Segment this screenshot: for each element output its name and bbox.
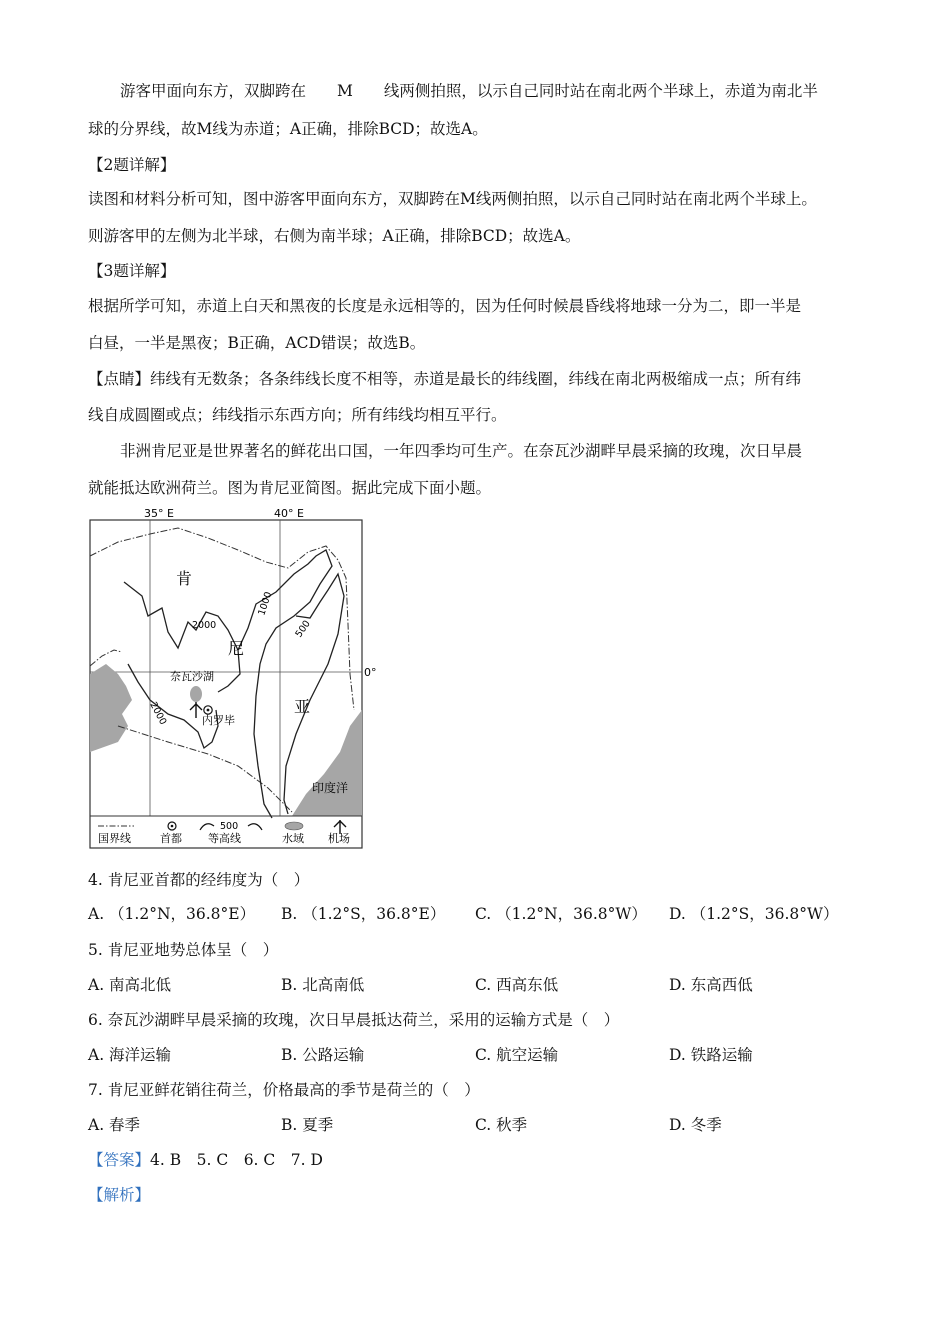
question-5-option-a: A. 南高北低	[88, 976, 172, 994]
contour-label-1000: 1000	[256, 590, 275, 617]
answer-line	[88, 1149, 323, 1171]
intro-line: 非洲肯尼亚是世界著名的鲜花出口国，一年四季均可生产。在奈瓦沙湖畔早晨采摘的玫瑰，次日早晨	[120, 442, 803, 460]
legend-contour-value: 500	[220, 821, 239, 832]
legend-border-label: 国界线	[98, 832, 131, 845]
lake-naivasha-water	[190, 686, 202, 702]
contour-label-2000-lower: 2000	[147, 700, 169, 727]
question-7-option-b: B. 夏季	[281, 1116, 334, 1134]
section-heading: 【2题详解】	[88, 156, 176, 174]
contour-label-500: 500	[293, 618, 313, 640]
question-6-option-c: C. 航空运输	[475, 1046, 559, 1064]
analysis-label: 【解析】	[88, 1186, 151, 1204]
question-5-option-b: B. 北高南低	[281, 976, 365, 994]
legend-water-symbol	[285, 822, 303, 830]
question-5-option-c: C. 西高东低	[475, 976, 559, 994]
question-4-option-b: B. （1.2°S，36.8°E）	[281, 905, 446, 923]
question-6-stem: 6. 奈瓦沙湖畔早晨采摘的玫瑰，次日早晨抵达荷兰，采用的运输方式是（ ）	[88, 1011, 620, 1029]
indian-ocean-label: 印度洋	[312, 781, 349, 795]
country-char-ya: 亚	[294, 697, 311, 716]
question-7-option-d: D. 冬季	[669, 1116, 722, 1134]
paragraph-line: 白昼，一半是黑夜；B正确，ACD错误；故选B。	[88, 334, 426, 352]
equator-label: 0°	[364, 666, 377, 679]
question-4-stem: 4. 肯尼亚首都的经纬度为（ ）	[88, 871, 310, 889]
legend-water-label: 水域	[282, 832, 304, 845]
contour-label-2000: 2000	[192, 620, 217, 631]
country-char-ken: 肯	[176, 569, 193, 588]
kenya-map	[88, 504, 378, 850]
paragraph-line: 读图和材料分析可知，图中游客甲面向东方，双脚跨在M线两侧拍照，以示自己同时站在南北两个半球上。	[88, 190, 817, 208]
answer-text: 4. B 5. C 6. C 7. D	[150, 1151, 323, 1169]
paragraph-line: 根据所学可知，赤道上白天和黑夜的长度是永远相等的，因为任何时候晨昏线将地球一分为二，即一半是	[88, 297, 802, 315]
question-6-option-d: D. 铁路运输	[669, 1046, 753, 1064]
longitude-35-label: 35° E	[144, 507, 174, 520]
question-7-stem: 7. 肯尼亚鲜花销往荷兰，价格最高的季节是荷兰的（ ）	[88, 1081, 480, 1099]
longitude-40-label: 40° E	[274, 507, 304, 520]
paragraph-line: 球的分界线，故M线为赤道；A正确，排除BCD；故选A。	[88, 120, 488, 138]
section-heading: 【3题详解】	[88, 262, 176, 280]
capital-symbol-icon	[207, 709, 210, 712]
question-7-option-c: C. 秋季	[475, 1116, 528, 1134]
question-4-option-c: C. （1.2°N，36.8°W）	[475, 905, 647, 923]
paragraph-line: 则游客甲的左侧为北半球，右侧为南半球；A正确，排除BCD；故选A。	[88, 227, 581, 245]
country-char-ni: 尼	[228, 639, 245, 658]
tip-line: 线自成圆圈或点；纬线指示东西方向；所有纬线均相互平行。	[88, 406, 507, 424]
question-4-option-d: D. （1.2°S，36.8°W）	[669, 905, 839, 923]
question-4-option-a: A. （1.2°N，36.8°E）	[88, 905, 256, 923]
nairobi-label: 内罗毕	[202, 714, 235, 727]
lake-naivasha-label: 奈瓦沙湖	[170, 670, 214, 683]
intro-line: 就能抵达欧洲荷兰。图为肯尼亚简图。据此完成下面小题。	[88, 479, 492, 497]
question-7-option-a: A. 春季	[88, 1116, 141, 1134]
legend-capital-icon	[171, 825, 174, 828]
legend-contour-label: 等高线	[208, 832, 241, 845]
tip-line: 【点睛】纬线有无数条；各条纬线长度不相等，赤道是最长的纬线圈，纬线在南北两极缩成一点；所有纬	[88, 370, 802, 388]
question-6-option-b: B. 公路运输	[281, 1046, 365, 1064]
question-6-option-a: A. 海洋运输	[88, 1046, 172, 1064]
question-5-option-d: D. 东高西低	[669, 976, 753, 994]
question-5-stem: 5. 肯尼亚地势总体呈（ ）	[88, 941, 279, 959]
legend-airport-label: 机场	[328, 832, 350, 845]
paragraph-line: 游客甲面向东方，双脚跨在 M 线两侧拍照，以示自己同时站在南北两个半球上，赤道为南北半	[120, 82, 818, 100]
answer-label: 【答案】	[88, 1151, 151, 1169]
legend-capital-label: 首都	[160, 832, 182, 845]
